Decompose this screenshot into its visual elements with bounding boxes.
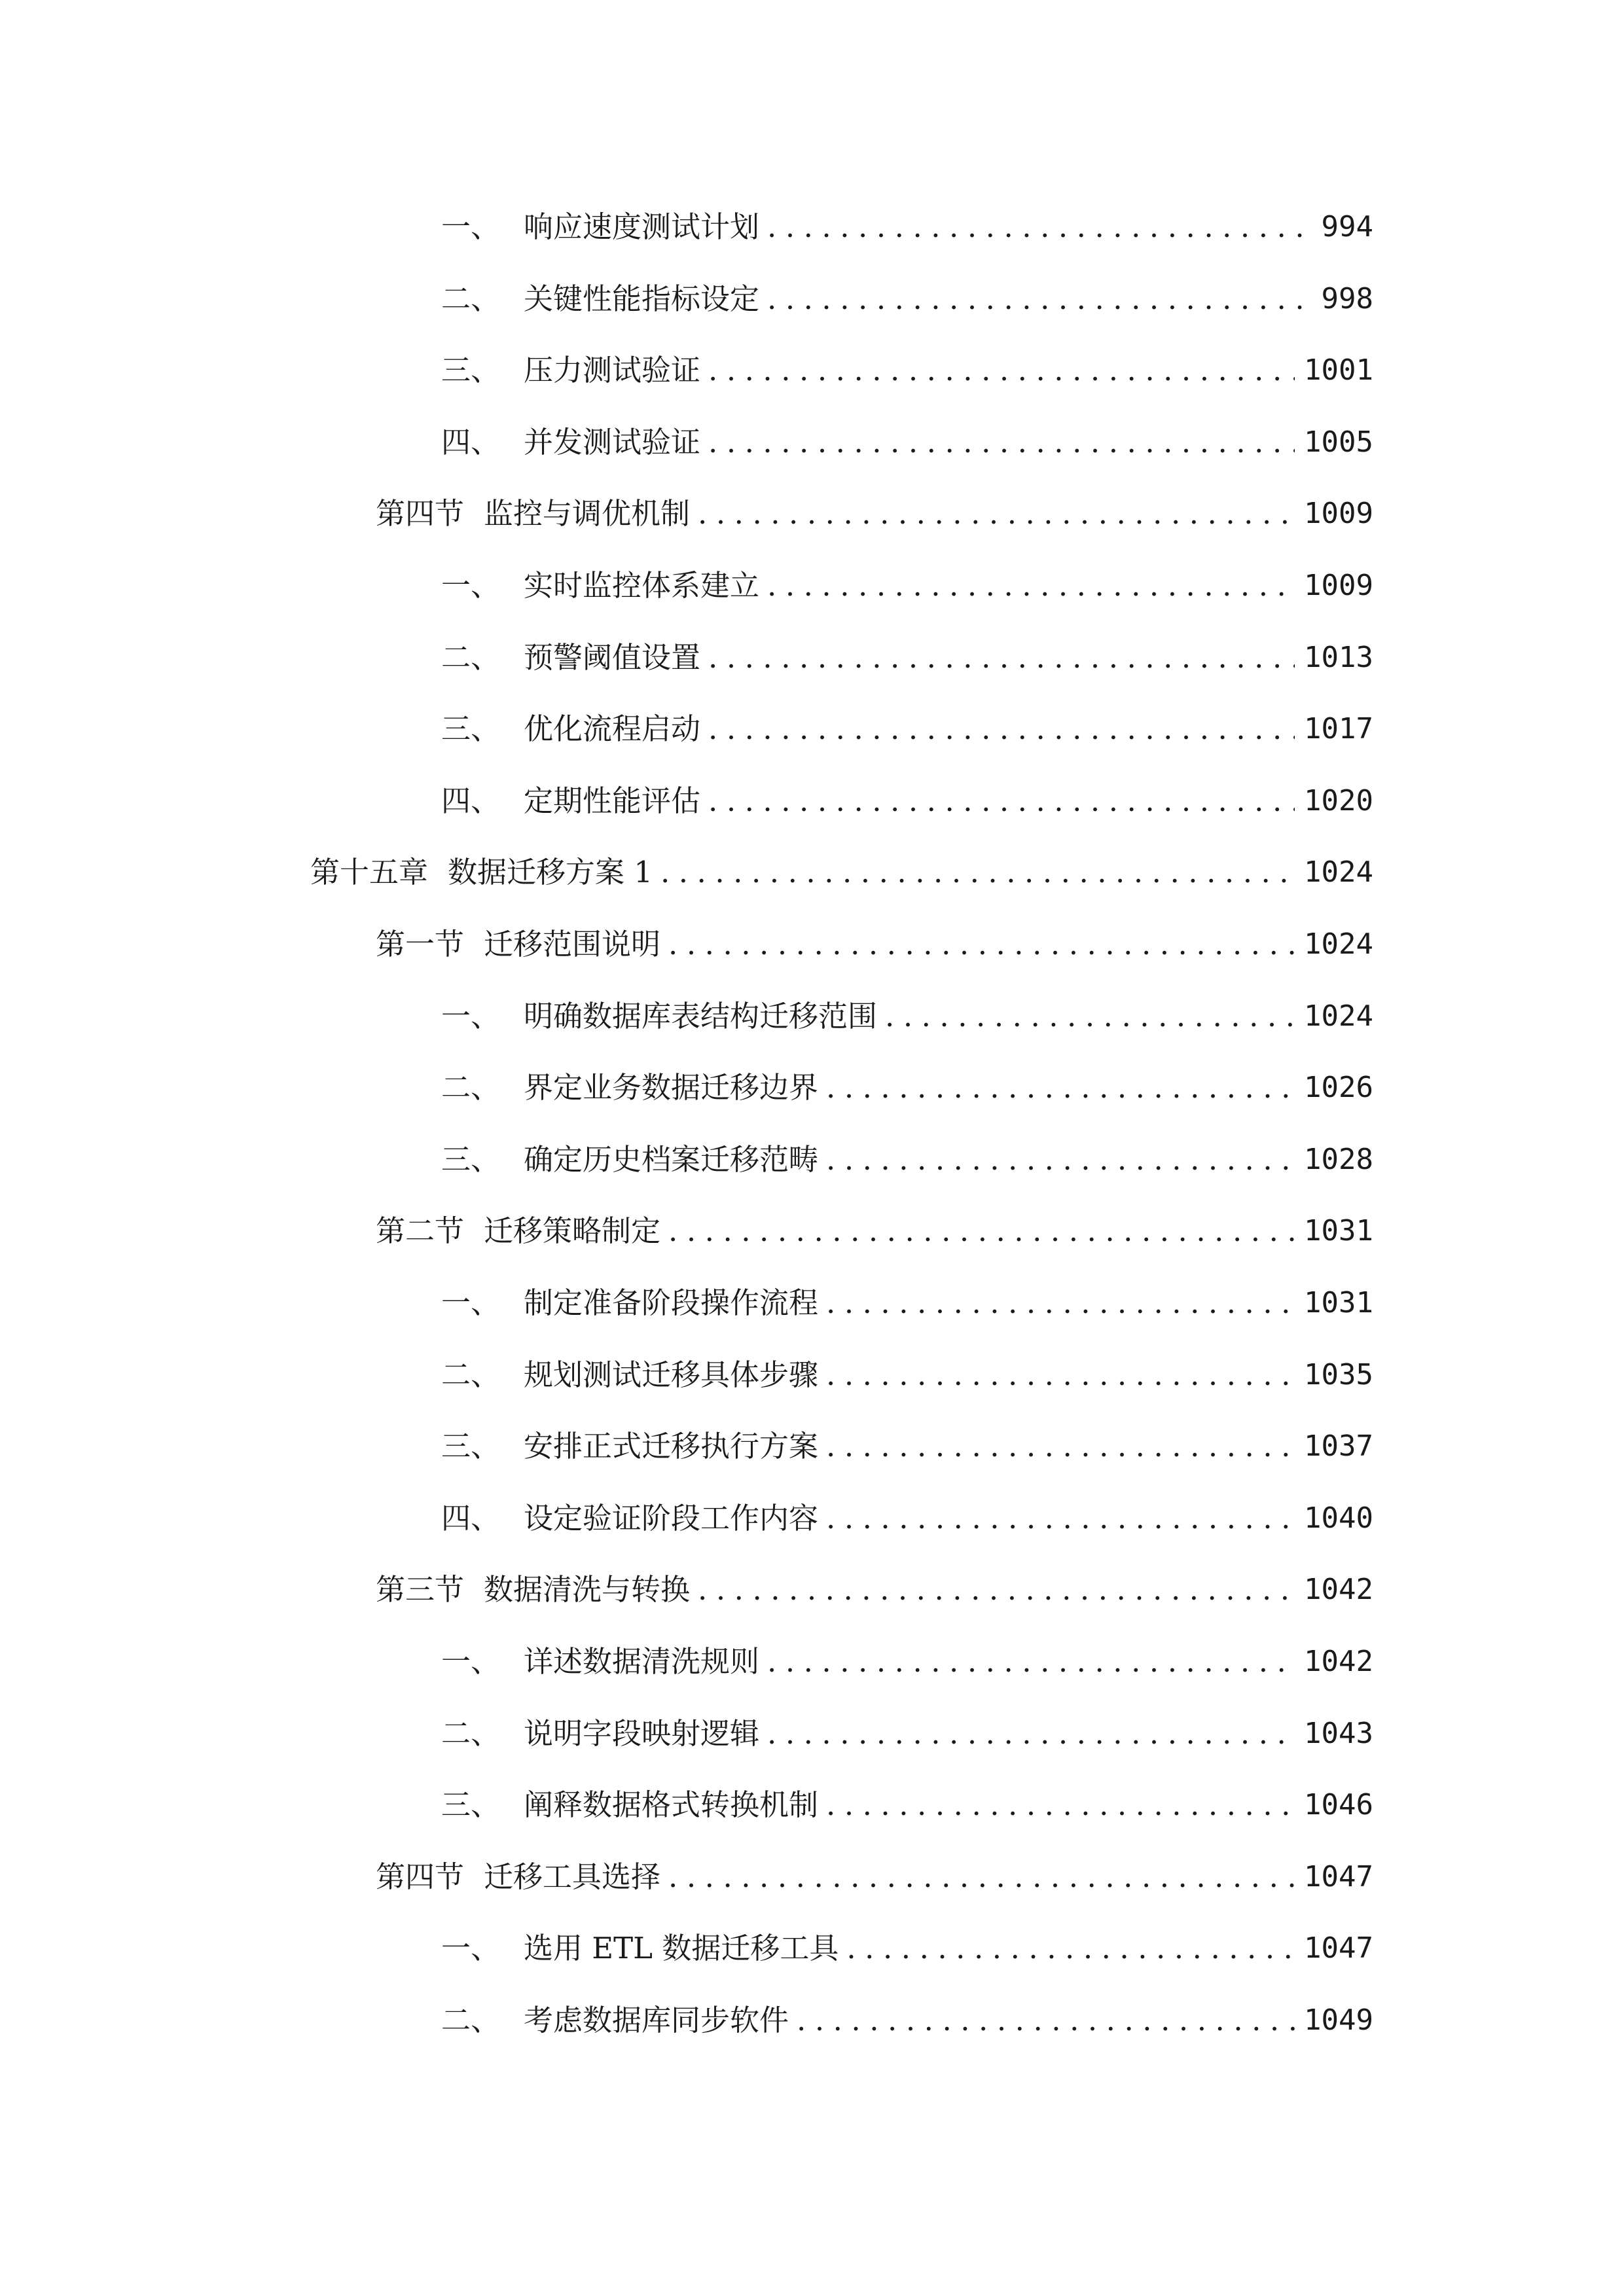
toc-entry-number: 一、	[441, 998, 501, 1033]
toc-entry-number: 二、	[441, 2003, 501, 2037]
toc-entry-title: 迁移工具选择	[484, 1859, 661, 1894]
toc-entry-number: 三、	[441, 1429, 501, 1464]
dot-leader	[708, 348, 1295, 393]
toc-entry-number: 一、	[441, 1285, 501, 1320]
toc-entry-number: 三、	[441, 1787, 501, 1823]
dot-leader	[767, 204, 1312, 250]
toc-entry-number: 三、	[441, 353, 501, 388]
toc-entry-page-number: 1017	[1304, 712, 1373, 746]
toc-entry[interactable]	[441, 1280, 1373, 1326]
dot-leader	[668, 1854, 1295, 1900]
toc-entry-page-number: 1042	[1304, 1645, 1373, 1678]
toc-entry[interactable]	[441, 1065, 1373, 1111]
toc-entry[interactable]	[441, 1137, 1373, 1183]
toc-entry-title: 压力测试验证	[524, 353, 701, 388]
toc-entry-title: 确定历史档案迁移范畴	[524, 1141, 819, 1177]
toc-entry-page-number: 1024	[1304, 999, 1373, 1033]
toc-entry-title: 并发测试验证	[524, 424, 701, 459]
toc-entry-page-number: 1037	[1304, 1429, 1373, 1463]
toc-entry-number: 一、	[441, 1644, 501, 1679]
dot-leader	[826, 1065, 1295, 1111]
toc-entry-number: 二、	[441, 639, 501, 675]
toc-entry[interactable]	[441, 1352, 1373, 1398]
toc-entry-page-number: 1024	[1304, 927, 1373, 961]
toc-entry-page-number: 1024	[1304, 855, 1373, 889]
toc-entry[interactable]	[376, 1854, 1373, 1900]
toc-entry[interactable]	[310, 850, 1373, 895]
dot-leader	[708, 706, 1295, 752]
toc-entry-number: 二、	[441, 1357, 501, 1392]
toc-entry-number: 第一节	[376, 927, 465, 961]
toc-entry-number: 二、	[441, 281, 501, 316]
toc-entry-page-number: 1031	[1304, 1214, 1373, 1248]
toc-entry-page-number: 1026	[1304, 1071, 1373, 1105]
toc-entry-title: 迁移策略制定	[484, 1213, 661, 1249]
dot-leader	[797, 1998, 1295, 2043]
toc-entry-title: 选用 ETL 数据迁移工具	[524, 1931, 839, 1966]
toc-entry-title: 界定业务数据迁移边界	[524, 1070, 819, 1105]
toc-entry[interactable]	[441, 1926, 1373, 1971]
toc-entry[interactable]	[441, 994, 1373, 1039]
toc-entry[interactable]	[441, 635, 1373, 681]
toc-entry-number: 一、	[441, 568, 501, 603]
toc-entry-page-number: 1009	[1304, 497, 1373, 531]
dot-leader	[708, 635, 1295, 681]
dot-leader	[826, 1352, 1295, 1398]
toc-entry[interactable]	[376, 1208, 1373, 1254]
toc-entry[interactable]	[441, 276, 1373, 322]
toc-entry-page-number: 1035	[1304, 1357, 1373, 1391]
dot-leader	[660, 850, 1295, 895]
toc-entry[interactable]	[441, 348, 1373, 393]
toc-entry-page-number: 1046	[1304, 1788, 1373, 1822]
toc-entry-number: 三、	[441, 1141, 501, 1177]
dot-leader	[668, 1208, 1295, 1254]
toc-entry-title: 阐释数据格式转换机制	[524, 1787, 819, 1823]
toc-entry-title: 详述数据清洗规则	[524, 1644, 760, 1679]
dot-leader	[826, 1496, 1295, 1541]
toc-entry-title: 迁移范围说明	[484, 927, 661, 961]
dot-leader	[767, 563, 1295, 609]
toc-entry-page-number: 1042	[1304, 1573, 1373, 1607]
toc-entry-number: 四、	[441, 783, 501, 818]
toc-entry[interactable]	[441, 1496, 1373, 1541]
toc-entry-title: 明确数据库表结构迁移范围	[524, 998, 878, 1033]
toc-entry-title: 安排正式迁移执行方案	[524, 1429, 819, 1464]
toc-entry[interactable]	[441, 1424, 1373, 1469]
toc-entry-title: 数据迁移方案 1	[448, 855, 653, 890]
toc-entry-page-number: 1005	[1304, 425, 1373, 459]
toc-entry-number: 第三节	[376, 1572, 465, 1607]
dot-leader	[698, 491, 1295, 537]
toc-entry-number: 第二节	[376, 1213, 465, 1249]
toc-entry-number: 三、	[441, 711, 501, 747]
toc-entry[interactable]	[441, 1711, 1373, 1757]
toc-entry-page-number: 994	[1321, 210, 1373, 243]
dot-leader	[698, 1567, 1295, 1613]
toc-entry-number: 第四节	[376, 496, 465, 531]
toc-entry-number: 四、	[441, 1500, 501, 1535]
toc-entry[interactable]	[376, 922, 1373, 967]
toc-entry[interactable]	[441, 706, 1373, 752]
dot-leader	[885, 994, 1295, 1039]
toc-entry-title: 实时监控体系建立	[524, 568, 760, 603]
toc-entry-title: 优化流程启动	[524, 711, 701, 747]
toc-entry-title: 考虑数据库同步软件	[524, 2003, 789, 2037]
toc-entry-title: 说明字段映射逻辑	[524, 1715, 760, 1751]
toc-entry-page-number: 1049	[1304, 2003, 1373, 2037]
toc-entry[interactable]	[441, 1782, 1373, 1828]
toc-entry-title: 制定准备阶段操作流程	[524, 1285, 819, 1320]
dot-leader	[826, 1137, 1295, 1183]
dot-leader	[767, 1639, 1295, 1685]
dot-leader	[668, 922, 1295, 967]
toc-entry-page-number: 1043	[1304, 1716, 1373, 1750]
toc-entry-number: 一、	[441, 1931, 501, 1966]
toc-entry[interactable]	[441, 1639, 1373, 1685]
dot-leader	[826, 1424, 1295, 1469]
toc-entry-page-number: 1047	[1304, 1931, 1373, 1965]
toc-entry[interactable]	[441, 420, 1373, 465]
toc-entry-page-number: 1028	[1304, 1142, 1373, 1176]
toc-entry-title: 定期性能评估	[524, 783, 701, 818]
toc-entry[interactable]	[441, 1998, 1373, 2043]
toc-entry-number: 二、	[441, 1715, 501, 1751]
toc-entry-number: 一、	[441, 209, 501, 244]
toc-entry-title: 规划测试迁移具体步骤	[524, 1357, 819, 1392]
toc-entry[interactable]	[441, 204, 1373, 250]
toc-entry-page-number: 998	[1321, 281, 1373, 315]
toc-entry[interactable]	[441, 778, 1373, 824]
toc-entry-title: 设定验证阶段工作内容	[524, 1500, 819, 1535]
dot-leader	[767, 276, 1312, 322]
toc-entry[interactable]	[376, 1567, 1373, 1613]
toc-entry-page-number: 1009	[1304, 569, 1373, 602]
toc-entry-title: 关键性能指标设定	[524, 281, 760, 316]
toc-entry-title: 监控与调优机制	[484, 496, 691, 531]
toc-entry-page-number: 1031	[1304, 1286, 1373, 1319]
toc-entry[interactable]	[376, 491, 1373, 537]
dot-leader	[767, 1711, 1295, 1757]
toc-entry-page-number: 1013	[1304, 640, 1373, 674]
toc-entry-number: 第十五章	[310, 855, 429, 890]
toc-entry-number: 四、	[441, 424, 501, 459]
toc-entry-page-number: 1047	[1304, 1859, 1373, 1893]
toc-entry-page-number: 1040	[1304, 1501, 1373, 1535]
toc-entry[interactable]	[441, 563, 1373, 609]
dot-leader	[846, 1926, 1295, 1971]
toc-entry-number: 第四节	[376, 1859, 465, 1894]
dot-leader	[826, 1280, 1295, 1326]
dot-leader	[708, 778, 1295, 824]
dot-leader	[826, 1782, 1295, 1828]
toc-entry-page-number: 1020	[1304, 783, 1373, 817]
toc-entry-title: 响应速度测试计划	[524, 209, 760, 244]
toc-entry-number: 二、	[441, 1070, 501, 1105]
dot-leader	[708, 420, 1295, 465]
toc-entry-page-number: 1001	[1304, 353, 1373, 387]
toc-entry-title: 数据清洗与转换	[484, 1572, 691, 1607]
toc-entry-title: 预警阈值设置	[524, 639, 701, 675]
